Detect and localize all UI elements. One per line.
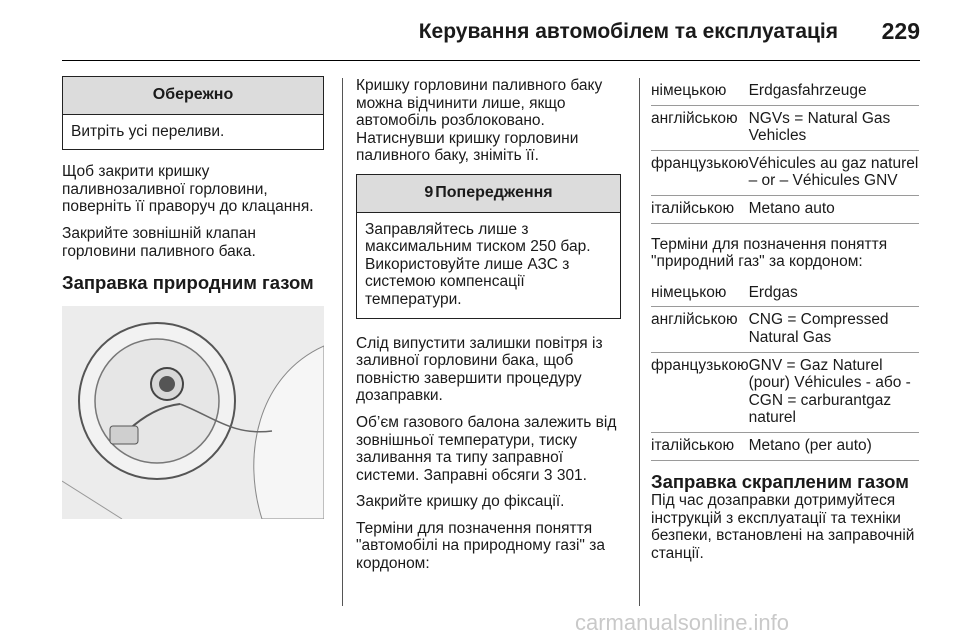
col2-paragraph-1: Кришку горловини паливного баку можна відчинити лише, якщо автомобіль розблоковано. Натиснувши кришку горловини паливного баку, зніміть її.: [356, 77, 603, 165]
header-title: Керування автомобілем та експлуатація: [418, 20, 838, 43]
warning-box-header: [357, 175, 620, 213]
term-value: GNV = Gaz Naturel (pour) Véhicules - або - CGN = carburantgaz naturel: [749, 352, 919, 432]
caution-box-title: Обережно: [63, 77, 323, 115]
column-divider-2: [639, 78, 640, 606]
warning-icon: 9: [424, 183, 434, 201]
col2-paragraph-2: Слід випустити залишки повітря із заливної горловини бака, щоб повністю завершити процедуру дозаправки.: [356, 334, 603, 405]
column-3: [651, 78, 919, 571]
col3-paragraph-2: Під час дозаправки дотримуйтеся інструкцій з експлуатації та техніки безпеки, встановлені на заправочній станції.: [651, 492, 915, 562]
term-language: французькою: [651, 150, 749, 195]
term-value: CNG = Compressed Natural Gas: [749, 307, 919, 352]
warning-box-title: Попередження: [435, 183, 553, 201]
col3-paragraph-1: Терміни для позначення поняття "природний газ" за кордоном:: [651, 235, 888, 271]
table-row: [651, 78, 919, 105]
caution-box: [62, 76, 324, 150]
term-value: Véhicules au gaz naturel – or – Véhicules GNV: [749, 150, 919, 195]
caution-box-text: Витріть усі переливи.: [71, 122, 225, 140]
header-divider: [62, 60, 920, 61]
col1-paragraph-2: Закрийте зовнішній клапан горловини паливного бака.: [62, 224, 256, 260]
table-row: [651, 280, 919, 307]
warning-box: [356, 174, 621, 319]
term-value: NGVs = Natural Gas Vehicles: [749, 105, 919, 150]
table-row: [651, 432, 919, 460]
terms-table-vehicles: [651, 78, 919, 224]
table-row: [651, 352, 919, 432]
col2-paragraph-3: [356, 414, 621, 484]
col2-paragraph-3-text: Об’єм газового балона залежить від зовнішньої температури, тиску заливання та типу заправної системи. Заправні обсяги: [356, 413, 617, 484]
term-language: італійською: [651, 432, 749, 460]
term-value: Erdgas: [749, 280, 919, 307]
section-heading-lpg: Заправка скрапленим газом: [651, 470, 909, 492]
term-language: англійською: [651, 307, 749, 352]
col2-paragraph-4: Закрийте кришку до фіксації.: [356, 493, 565, 511]
column-divider-1: [342, 78, 343, 606]
page-number: 229: [881, 18, 920, 44]
term-language: італійською: [651, 195, 749, 223]
term-value: Erdgasfahrzeuge: [749, 78, 919, 105]
fuel-filler-illustration: [62, 306, 324, 519]
term-language: англійською: [651, 105, 749, 150]
section-heading-natural-gas: Заправка природним газом: [62, 272, 314, 294]
terms-table-gas: [651, 280, 919, 461]
term-value: Metano (per auto): [749, 432, 919, 460]
term-value: Metano auto: [749, 195, 919, 223]
col2-paragraph-5: Терміни для позначення поняття "автомобілі на природному газі" за кордоном:: [356, 519, 605, 573]
term-language: французькою: [651, 352, 749, 432]
col1-paragraph-1: Щоб закрити кришку паливнозаливної горловини, поверніть її праворуч до клацання.: [62, 163, 314, 216]
column-1: [62, 76, 324, 519]
term-language: німецькою: [651, 78, 749, 105]
fuel-filler-photo: [62, 306, 324, 519]
watermark: carmanualsonline.info: [575, 610, 790, 635]
warning-box-text: Заправляйтесь лише з максимальним тиском 250 бар. Використовуйте лише АЗС з системою компенсації температури.: [365, 220, 591, 308]
table-row: [651, 105, 919, 150]
table-row: [651, 195, 919, 223]
table-row: [651, 150, 919, 195]
column-2: [356, 77, 621, 582]
page-reference-link[interactable]: 3 301.: [543, 466, 587, 484]
table-row: [651, 307, 919, 352]
term-language: німецькою: [651, 280, 749, 307]
